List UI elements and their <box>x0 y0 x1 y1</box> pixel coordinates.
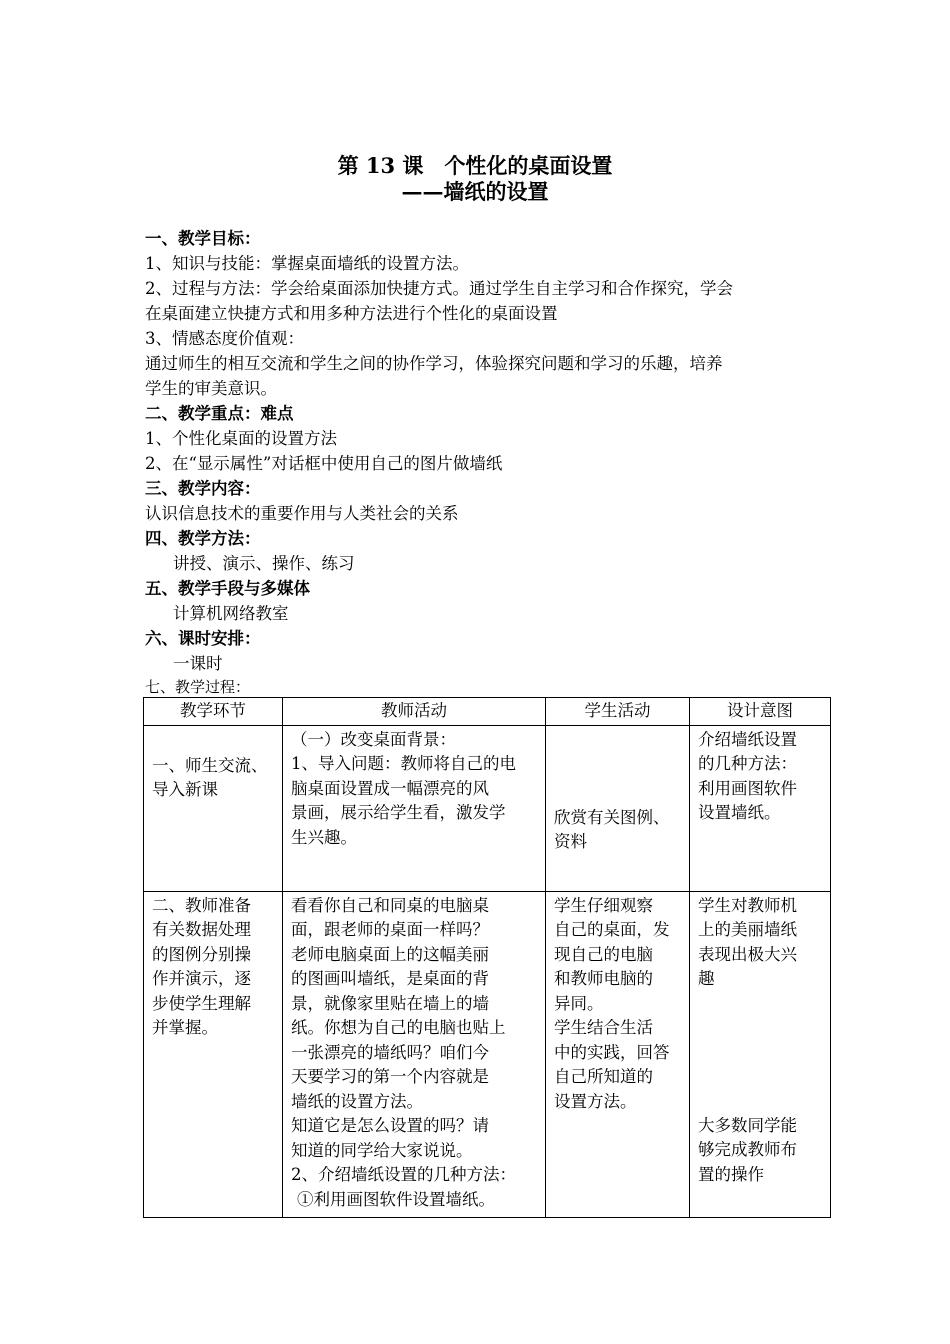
cell-line: 的几种方法： <box>698 754 797 773</box>
cell-line: 一张漂亮的墙纸吗？咱们今 <box>291 1042 489 1062</box>
goal-line: 通过师生的相互交流和学生之间的协作学习，体验探究问题和学习的乐趣，培养 <box>145 354 723 373</box>
cell-line: 介绍墙纸设置 <box>698 729 797 749</box>
lesson-title: 第 13 课 个性化的桌面设置 <box>337 153 613 178</box>
teacher-cell <box>283 891 546 1217</box>
cell-line: 学生对教师机 <box>698 895 797 915</box>
cell-spacer <box>698 992 822 1114</box>
cell-line: 知道的同学给大家说说。 <box>291 1140 473 1160</box>
cell-line: 有关数据处理 <box>152 920 251 939</box>
cell-line: 置的操作 <box>698 1164 764 1184</box>
cell-line: 设置墙纸。 <box>698 803 781 822</box>
cell-line: 趣 <box>698 969 715 988</box>
cell-line: 作并演示，逐 <box>152 969 251 988</box>
section-heading-schedule: 六、课时安排： <box>145 629 261 648</box>
section-heading-media: 五、教学手段与多媒体 <box>145 579 310 598</box>
schedule-line: 一课时 <box>173 654 223 673</box>
cell-line: 现自己的电脑 <box>554 944 653 964</box>
focus-line: 2、在“显示属性”对话框中使用自己的图片做墙纸 <box>145 454 503 473</box>
goal-line: 2、过程与方法：学会给桌面添加快捷方式。通过学生自主学习和合作探究，学会 <box>145 279 733 298</box>
cell-line: 看看你自己和同桌的电脑桌 <box>291 895 489 915</box>
section-heading-methods: 四、教学方法： <box>145 529 261 548</box>
cell-line: 老师电脑桌面上的这幅美丽 <box>291 944 489 964</box>
cell-line: 和教师电脑的 <box>554 969 653 988</box>
cell-line: 生兴趣。 <box>291 827 357 847</box>
cell-line: 景画，展示给学生看，激发学 <box>291 803 506 822</box>
cell-line: 步使学生理解 <box>152 993 251 1013</box>
cell-line: 知道它是怎么设置的吗？请 <box>291 1116 489 1135</box>
teacher-cell <box>283 725 546 891</box>
table-header-row <box>144 698 831 726</box>
section-heading-content: 三、教学内容： <box>145 479 261 498</box>
cell-line: 并掌握。 <box>152 1018 218 1037</box>
methods-line: 讲授、演示、操作、练习 <box>173 554 355 573</box>
cell-line: 大多数同学能 <box>698 1115 797 1135</box>
table-header-cell: 设计意图 <box>690 698 831 726</box>
cell-line: 资料 <box>554 832 587 851</box>
cell-line: 学生仔细观察 <box>554 895 653 915</box>
media-line: 计算机网络教室 <box>173 604 289 623</box>
lesson-body <box>145 226 825 698</box>
table-row <box>144 891 831 1217</box>
section-heading-process: 七、教学过程： <box>145 678 251 696</box>
intent-cell <box>690 725 831 891</box>
goal-line: 在桌面建立快捷方式和用多种方法进行个性化的桌面设置 <box>145 304 558 323</box>
stage-cell <box>144 725 283 891</box>
cell-line: 异同。 <box>554 993 604 1013</box>
cell-line: 的图画叫墙纸，是桌面的背 <box>291 969 489 988</box>
cell-line: 的图例分别操 <box>152 944 251 964</box>
cell-line: 1、导入问题：教师将自己的电 <box>291 754 516 773</box>
section-heading-focus: 二、教学重点：难点 <box>145 404 294 423</box>
cell-line: 导入新课 <box>152 780 218 799</box>
cell-line: 够完成教师布 <box>698 1140 797 1159</box>
lesson-subtitle: ——墙纸的设置 <box>401 179 549 204</box>
cell-line: 面，跟老师的桌面一样吗？ <box>291 920 489 939</box>
section-heading-goals: 一、教学目标： <box>145 229 261 248</box>
student-cell <box>546 725 690 891</box>
cell-line: 墙纸的设置方法。 <box>291 1091 423 1111</box>
cell-line: 欣赏有关图例、 <box>554 807 670 827</box>
content-line: 认识信息技术的重要作用与人类社会的关系 <box>145 504 459 523</box>
table-row <box>144 725 831 891</box>
cell-line: 纸。你想为自己的电脑也贴上 <box>291 1018 506 1037</box>
cell-line: 2、介绍墙纸设置的几种方法： <box>291 1165 516 1184</box>
table-header-cell: 教学环节 <box>144 698 283 726</box>
cell-line: 景，就像家里贴在墙上的墙 <box>291 993 489 1013</box>
goal-line: 学生的审美意识。 <box>145 379 277 398</box>
student-cell <box>546 891 690 1217</box>
goal-line: 3、情感态度价值观： <box>145 329 304 348</box>
cell-line: 表现出极大兴 <box>698 944 797 964</box>
cell-line: （一）改变桌面背景： <box>291 729 456 749</box>
cell-line: 学生结合生活 <box>554 1018 653 1037</box>
cell-line: 中的实践，回答 <box>554 1042 670 1062</box>
cell-line: 脑桌面设置成一幅漂亮的风 <box>291 778 489 798</box>
cell-line: 设置方法。 <box>554 1091 637 1111</box>
cell-line: 自己的桌面，发 <box>554 920 670 939</box>
focus-line: 1、个性化桌面的设置方法 <box>145 429 337 448</box>
process-table <box>143 697 831 1218</box>
cell-line: 自己所知道的 <box>554 1067 653 1086</box>
cell-line: 上的美丽墙纸 <box>698 920 797 939</box>
goal-line: 1、知识与技能：掌握桌面墙纸的设置方法。 <box>145 254 469 273</box>
cell-line: 二、教师准备 <box>152 895 251 915</box>
cell-line: 利用画图软件 <box>698 778 797 798</box>
cell-line: ①利用画图软件设置墙纸。 <box>297 1189 495 1209</box>
table-header-cell: 教师活动 <box>283 698 546 726</box>
cell-line: 天要学习的第一个内容就是 <box>291 1067 489 1086</box>
intent-cell <box>690 891 831 1217</box>
table-header-cell: 学生活动 <box>546 698 690 726</box>
cell-line: 一、师生交流、 <box>152 755 268 775</box>
stage-cell <box>144 891 283 1217</box>
